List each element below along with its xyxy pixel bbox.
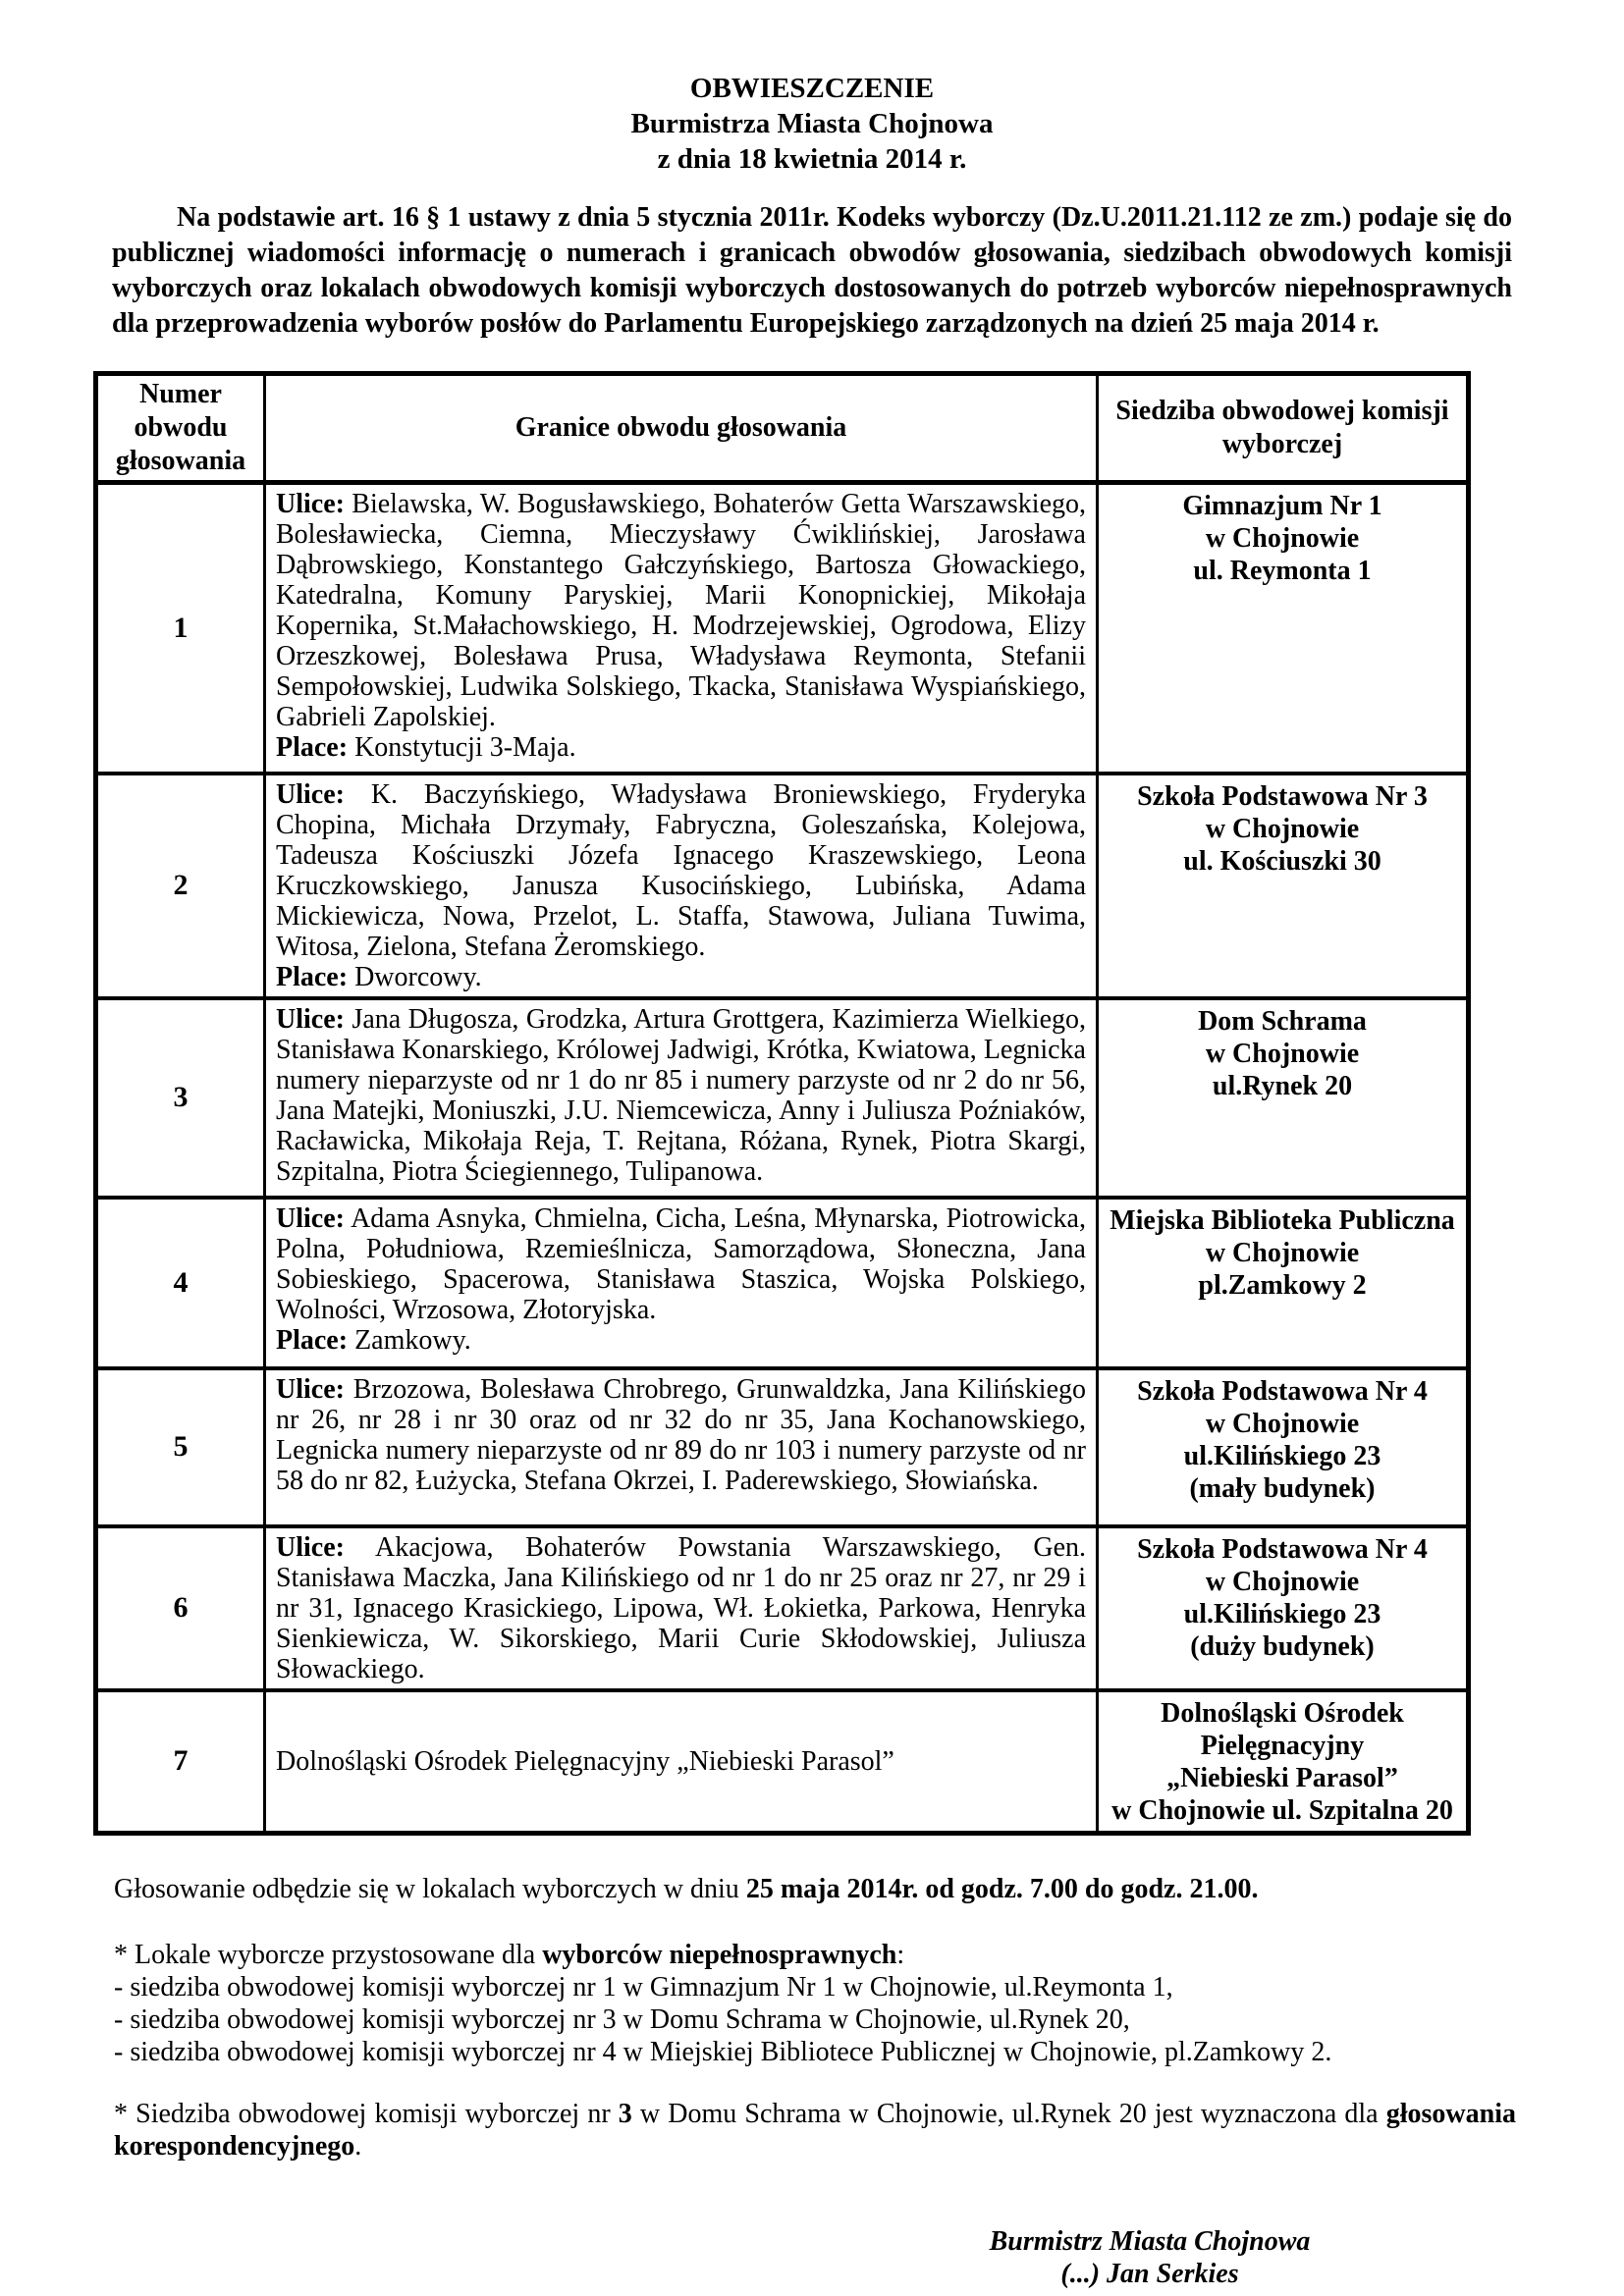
squares-line (276, 1325, 1086, 1356)
table-row-district-2 (96, 774, 1469, 998)
title-line-3: z dnia 18 kwietnia 2014 r. (657, 143, 967, 175)
streets-text: Jana Długosza, Grodzka, Artura Grottgera, Kazimierza Wielkiego, Stanisława Konarskiego, Królowej Jadwigi, Krótka, Kwiatowa, Legnicka numery nieparzyste od nr 1 do nr 85 i numery parzyste od nr 2 do nr 56, Jana Matejki, Moniuszki, J.U. Niemcewicza, Anny i Juliusza Poźniaków, Racławicka, Mikołaja Reja, T. Rejtana, Różana, Rynek, Piotra Skargi, Szpitalna, Piotra Ściegiennego, Tulipanowa. (276, 1003, 1086, 1187)
commission-seat (1098, 774, 1469, 998)
streets-text: Bielawska, W. Bogusławskiego, Bohaterów Getta Warszawskiego, Bolesławiecka, Ciemna, Mieczysławy Ćwiklińskiej, Jarosława Dąbrowskiego, Konstantego Gałczyńskiego, Bartosza Głowackiego, Katedralna, Komuny Paryskiej, Marii Konopnickiej, Mikołaja Kopernika, St.Małachowskiego, H. Modrzejewskiej, Ogrodowa, Elizy Orzeszkowej, Bolesława Prusa, Władysława Reymonta, Stefanii Sempołowskiej, Ludwika Solskiego, Tkacka, Stanisława Wyspiańskiego, Gabrieli Zapolskiej. (276, 489, 1086, 732)
district-boundaries (265, 1690, 1098, 1834)
accessible-heading-normal: * Lokale wyborcze przystosowane dla (114, 1939, 543, 1970)
venue-line: Pielęgnacyjny (1200, 1730, 1365, 1761)
accessible-heading-bold: wyborców niepełnosprawnych (542, 1939, 897, 1970)
venue-line: w Chojnowie (1205, 1408, 1360, 1439)
district-number: 6 (96, 1526, 265, 1690)
venue-line: w Chojnowie (1205, 1566, 1360, 1597)
venue-line: (duży budynek) (1190, 1630, 1375, 1662)
streets-label: Ulice: (276, 1003, 345, 1035)
squares-line (276, 732, 1086, 763)
voting-hours-bold: 25 maja 2014r. od godz. 7.00 do godz. 21.00. (745, 1873, 1259, 1904)
streets-text: Brzozowa, Bolesława Chrobrego, Grunwaldzka, Jana Kilińskiego nr 26, nr 28 i nr 30 oraz od nr 32 do nr 35, Jana Kochanowskiego, Legnicka numery nieparzyste od nr 89 do nr 103 i numery parzyste od nr 58 do nr 82, Łużycka, Stefana Okrzei, I. Paderewskiego, Słowiańska. (276, 1373, 1086, 1496)
venue-line: Szkoła Podstawowa Nr 4 (1137, 1533, 1428, 1565)
streets-label: Ulice: (276, 1531, 345, 1563)
district-number: 3 (96, 998, 265, 1198)
table-row-district-1 (96, 483, 1469, 774)
district-boundaries (265, 1198, 1098, 1368)
venue-line: Szkoła Podstawowa Nr 3 (1137, 780, 1428, 812)
venue-line: w Chojnowie (1205, 813, 1360, 844)
venue-line: Dom Schrama (1198, 1005, 1367, 1037)
district-number: 2 (96, 774, 265, 998)
district-boundaries (265, 483, 1098, 774)
streets-text: Akacjowa, Bohaterów Powstania Warszawskiego, Gen. Stanisława Maczka, Jana Kilińskiego od nr 1 do nr 25 oraz nr 27, nr 29 i nr 31, Ignacego Krasickiego, Lipowa, Wł. Łokietka, Parkowa, Henryka Sienkiewicza, W. Sikorskiego, Marii Curie Skłodowskiej, Juliusza Słowackiego. (276, 1531, 1086, 1684)
table-row-district-6 (96, 1526, 1469, 1690)
venue-line: w Chojnowie (1205, 1237, 1360, 1268)
venue-line: ul.Kilińskiego 23 (1183, 1598, 1381, 1629)
title-line-1: OBWIESZCZENIE (689, 73, 935, 104)
venue-line: Miejska Biblioteka Publiczna (1110, 1204, 1455, 1236)
venue-line: ul.Kilińskiego 23 (1183, 1440, 1381, 1471)
venue-line: w Chojnowie (1205, 1038, 1360, 1069)
venue-line: ul. Reymonta 1 (1193, 556, 1372, 586)
venue-line: (mały budynek) (1189, 1472, 1376, 1504)
col-header-commission-seat: Siedziba obwodowej komisji wyborczej (1098, 374, 1469, 483)
squares-label: Place: (276, 732, 349, 763)
intro-paragraph: Na podstawie art. 16 § 1 ustawy z dnia 5 stycznia 2011r. Kodeks wyborczy (Dz.U.2011.21.112 ze zm.) podaje się do publicznej wiadomości informację o numerach i granicach obwodów głosowania, siedzibach obwodowych komisji wyborczych oraz lokalach obwodowych komisji wyborczych dostosowanych do potrzeb wyborców niepełnosprawnych dla przeprowadzenia wyborów posłów do Parlamentu Europejskiego zarządzonych na dzień 25 maja 2014 r. (112, 202, 1512, 339)
streets-text: K. Baczyńskiego, Władysława Broniewskiego, Fryderyka Chopina, Michała Drzymały, Fabryczna, Goleszańska, Kolejowa, Tadeusza Kościuszki Józefa Ignacego Kraszewskiego, Leona Kruczkowskiego, Janusza Kusocińskiego, Lubińska, Adama Mickiewicza, Nowa, Przelot, L. Staffa, Stawowa, Juliana Tuwima, Witosa, Zielona, Stefana Żeromskiego. (276, 778, 1086, 962)
district-boundaries (265, 774, 1098, 998)
electoral-districts-table (93, 371, 1471, 1836)
streets-line (276, 1746, 1086, 1777)
venue-line: w Chojnowie ul. Szpitalna 20 (1111, 1794, 1453, 1826)
streets-line (276, 1374, 1086, 1496)
accessible-location-item: - siedziba obwodowej komisji wyborczej nr 1 w Gimnazjum Nr 1 w Chojnowie, ul.Reymonta 1, (114, 1971, 1173, 2002)
squares-label: Place: (276, 1324, 349, 1356)
squares-text: Dworcowy. (348, 961, 482, 992)
squares-line (276, 962, 1086, 992)
district-number: 7 (96, 1690, 265, 1834)
district-number: 5 (96, 1368, 265, 1526)
venue-line: Gimnazjum Nr 1 (1182, 491, 1382, 521)
commission-seat (1098, 998, 1469, 1198)
streets-line (276, 1004, 1086, 1187)
commission-seat (1098, 1198, 1469, 1368)
signature-name: (...) Jan Serkies (1060, 2258, 1239, 2289)
postal-note-bold: głosowania korespondencyjnego (114, 2098, 1516, 2162)
district-number: 1 (96, 483, 265, 774)
venue-line: w Chojnowie (1205, 523, 1360, 554)
venue-line: Szkoła Podstawowa Nr 4 (1137, 1375, 1428, 1407)
streets-text: Adama Asnyka, Chmielna, Cicha, Leśna, Młynarska, Piotrowicka, Polna, Południowa, Rzemieślnicza, Samorządowa, Słoneczna, Jana Sobieskiego, Spacerowa, Stanisława Staszica, Wojska Polskiego, Wolności, Wrzosowa, Złotoryjska. (276, 1202, 1086, 1325)
postal-note-period: . (354, 2130, 362, 2162)
table-row-district-4 (96, 1198, 1469, 1368)
commission-seat (1098, 1690, 1469, 1834)
col-header-boundaries: Granice obwodu głosowania (265, 374, 1098, 483)
commission-seat (1098, 1526, 1469, 1690)
district-boundaries (265, 998, 1098, 1198)
streets-label: Ulice: (276, 778, 345, 810)
voting-hours-normal: Głosowanie odbędzie się w lokalach wyborczych w dniu (114, 1873, 746, 1904)
signature-block (850, 2225, 1449, 2290)
document-title (0, 71, 1624, 177)
table-header-row (96, 374, 1469, 483)
accessible-location-item: - siedziba obwodowej komisji wyborczej nr 3 w Domu Schrama w Chojnowie, ul.Rynek 20, (114, 2003, 1130, 2035)
postal-note-text: w Domu Schrama w Chojnowie, ul.Rynek 20 jest wyznaczona dla (631, 2098, 1386, 2129)
district-boundaries (265, 1526, 1098, 1690)
commission-seat (1098, 483, 1469, 774)
district-number: 4 (96, 1198, 265, 1368)
squares-text: Zamkowy. (348, 1324, 471, 1356)
table-row-district-5 (96, 1368, 1469, 1526)
streets-text: Dolnośląski Ośrodek Pielęgnacyjny „Niebieski Parasol” (276, 1745, 894, 1777)
streets-label: Ulice: (276, 489, 345, 519)
accessible-locations-note (114, 1939, 1516, 2068)
title-line-2: Burmistrza Miasta Chojnowa (630, 108, 994, 139)
postal-note-text: * Siedziba obwodowej komisji wyborczej nr (114, 2098, 619, 2129)
venue-line: ul. Kościuszki 30 (1183, 845, 1381, 877)
streets-line (276, 779, 1086, 962)
streets-line (276, 489, 1086, 732)
venue-line: „Niebieski Parasol” (1166, 1762, 1398, 1793)
table-row-district-7 (96, 1690, 1469, 1834)
commission-seat (1098, 1368, 1469, 1526)
streets-line (276, 1532, 1086, 1684)
venue-line: pl.Zamkowy 2 (1198, 1269, 1367, 1301)
streets-label: Ulice: (276, 1373, 345, 1405)
table-row-district-3 (96, 998, 1469, 1198)
accessible-heading-colon: : (896, 1939, 905, 1970)
streets-label: Ulice: (276, 1202, 345, 1234)
postal-voting-note (114, 2098, 1516, 2163)
signature-title: Burmistrz Miasta Chojnowa (989, 2225, 1311, 2257)
squares-text: Konstytucji 3-Maja. (348, 732, 576, 763)
accessible-location-item: - siedziba obwodowej komisji wyborczej nr 4 w Miejskiej Bibliotece Publicznej w Chojnowie, pl.Zamkowy 2. (114, 2036, 1332, 2067)
district-boundaries (265, 1368, 1098, 1526)
accessible-locations-heading (114, 1939, 1516, 1971)
squares-label: Place: (276, 961, 349, 992)
postal-note-number-bold: 3 (618, 2098, 632, 2129)
venue-line: ul.Rynek 20 (1212, 1070, 1353, 1101)
venue-line: Dolnośląski Ośrodek (1161, 1697, 1404, 1729)
voting-hours-line (114, 1873, 1516, 1905)
streets-line (276, 1203, 1086, 1325)
col-header-district-number: Numer obwodu głosowania (96, 374, 265, 483)
